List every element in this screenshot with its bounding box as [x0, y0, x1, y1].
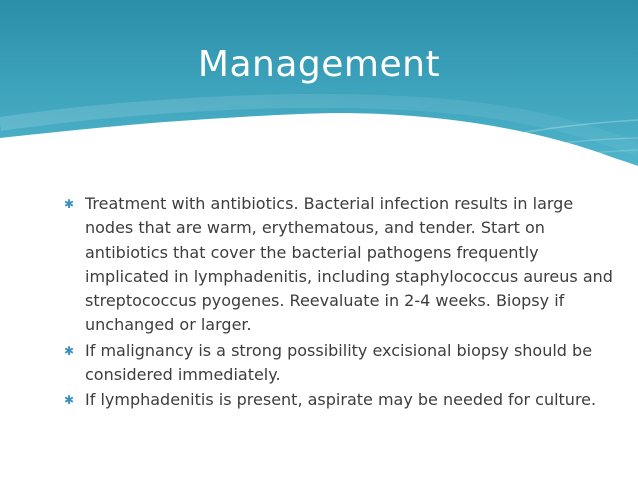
- bullet-item: [60, 339, 626, 388]
- asterisk-bullet-icon: ✱: [64, 393, 75, 408]
- asterisk-bullet-icon: ✱: [64, 197, 75, 211]
- bullet-list: [60, 192, 626, 414]
- asterisk-bullet-icon: ✱: [64, 343, 75, 358]
- bullet-item: [60, 192, 626, 338]
- header-banner: [0, 0, 638, 178]
- bullet-text: If lymphadenitis is present, aspirate may be needed for culture.: [85, 390, 597, 410]
- wave-decoration: [0, 0, 638, 178]
- bullet-text: If malignancy is a strong possibility excisional biopsy should be considered immediately.: [85, 340, 593, 385]
- bullet-item: [60, 388, 626, 412]
- slide-title: Management: [197, 44, 441, 85]
- bullet-text: Treatment with antibiotics. Bacterial infection results in large nodes that are warm, erythematous, and tender. Start on antibiotics that cover the bacterial pathogens frequently implicated in lymphadenitis, including staphylococcus aureus and streptococcus pyogenes. Reevaluate in 2-4 weeks. Biopsy if unchanged or larger.: [85, 194, 613, 335]
